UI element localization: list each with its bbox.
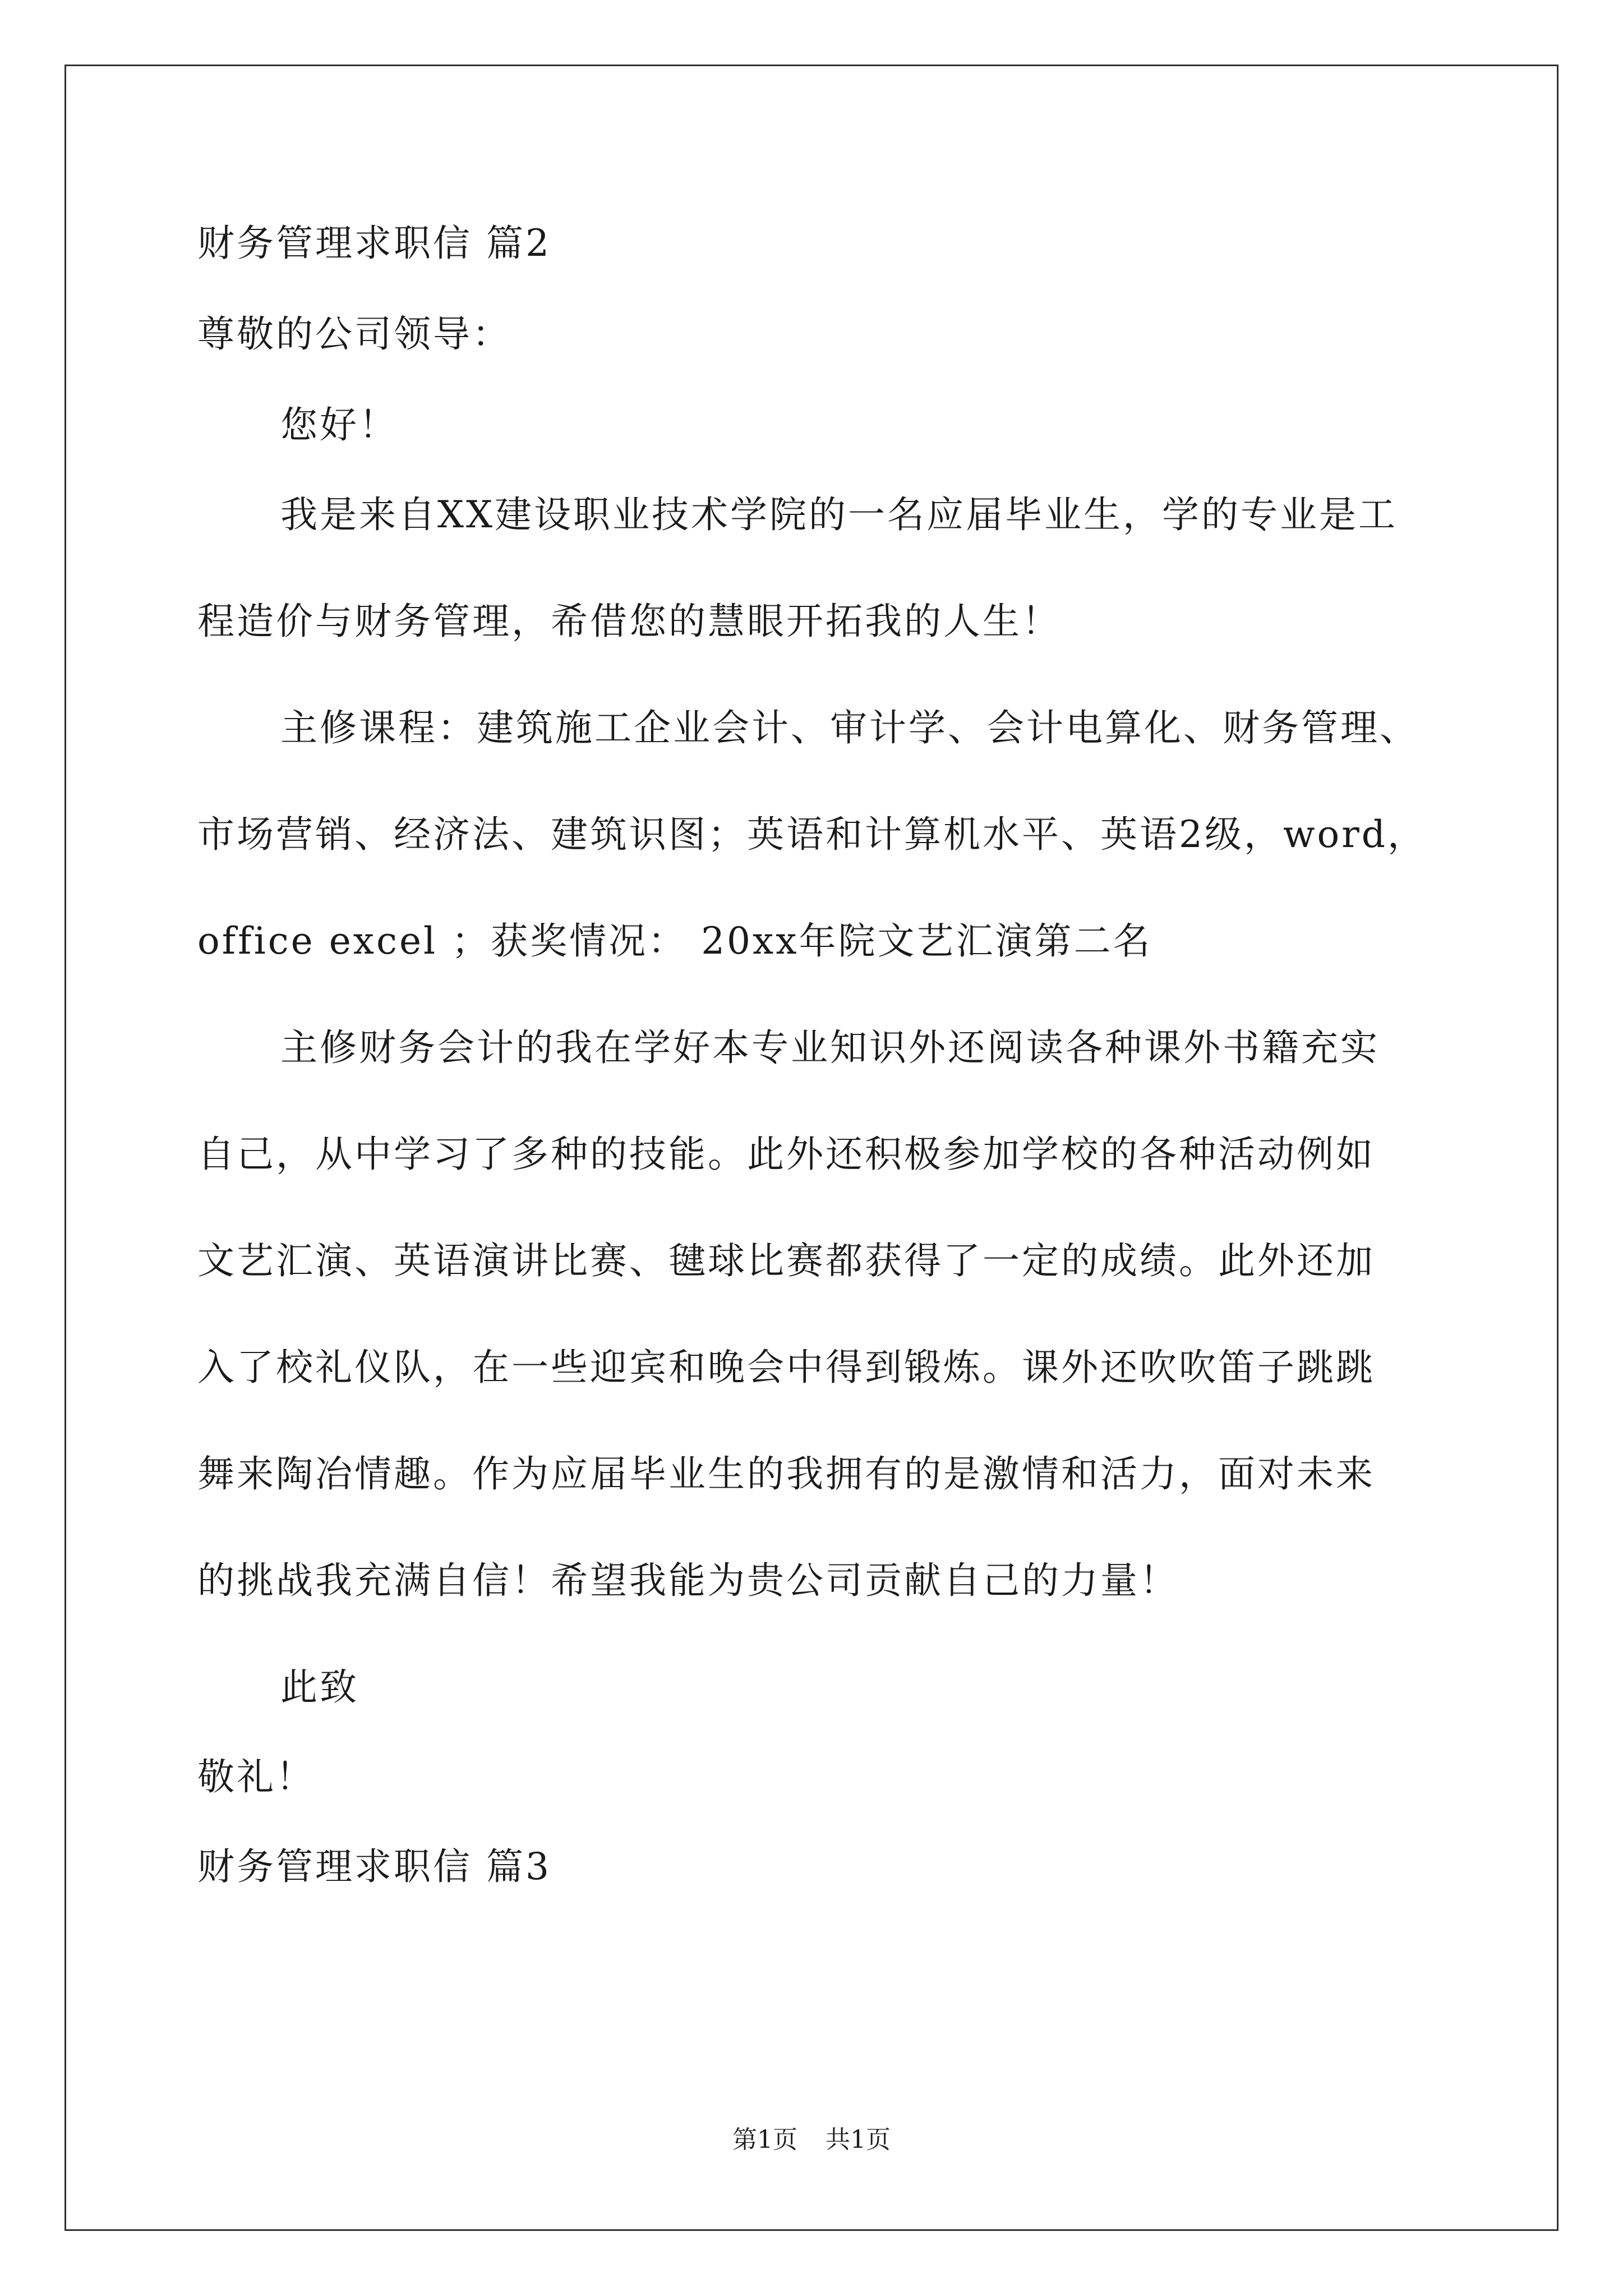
salutation: 尊敬的公司领导： <box>197 312 511 356</box>
paragraph-line: 的挑战我充满自信！希望我能为贵公司贡献自己的力量！ <box>197 1559 1179 1602</box>
paragraph-line: 舞来陶冶情趣。作为应届毕业生的我拥有的是激情和活力，面对未来 <box>197 1452 1375 1496</box>
section-heading: 财务管理求职信 篇2 <box>197 222 551 265</box>
section-heading: 财务管理求职信 篇3 <box>197 1845 551 1888</box>
paragraph-line: 文艺汇演、英语演讲比赛、毽球比赛都获得了一定的成绩。此外还加 <box>197 1239 1375 1282</box>
page-footer <box>0 2119 1623 2155</box>
paragraph-line: 主修课程：建筑施工企业会计、审计学、会计电算化、财务管理、 <box>280 706 1419 749</box>
paragraph-line: 市场营销、经济法、建筑识图；英语和计算机水平、英语2级，word， <box>197 813 1427 856</box>
greeting: 您好！ <box>280 403 398 447</box>
paragraph-line: 自己，从中学习了多种的技能。此外还积极参加学校的各种活动例如 <box>197 1133 1375 1176</box>
paragraph-line: office excel ；获奖情况： 20xx年院文艺汇演第二名 <box>197 919 1152 963</box>
closing-regards: 敬礼！ <box>197 1755 315 1798</box>
paragraph-line: 入了校礼仪队，在一些迎宾和晚会中得到锻炼。课外还吹吹笛子跳跳 <box>197 1346 1375 1389</box>
paragraph-line: 程造价与财务管理，希借您的慧眼开拓我的人生！ <box>197 600 1061 643</box>
page-total: 共1页 <box>826 2125 891 2154</box>
closing-line: 此致 <box>280 1665 359 1709</box>
paragraph-line: 主修财务会计的我在学好本专业知识外还阅读各种课外书籍充实 <box>280 1026 1380 1069</box>
paragraph-line: 我是来自XX建设职业技术学院的一名应届毕业生，学的专业是工 <box>280 493 1398 536</box>
page-number: 第1页 <box>732 2125 797 2154</box>
